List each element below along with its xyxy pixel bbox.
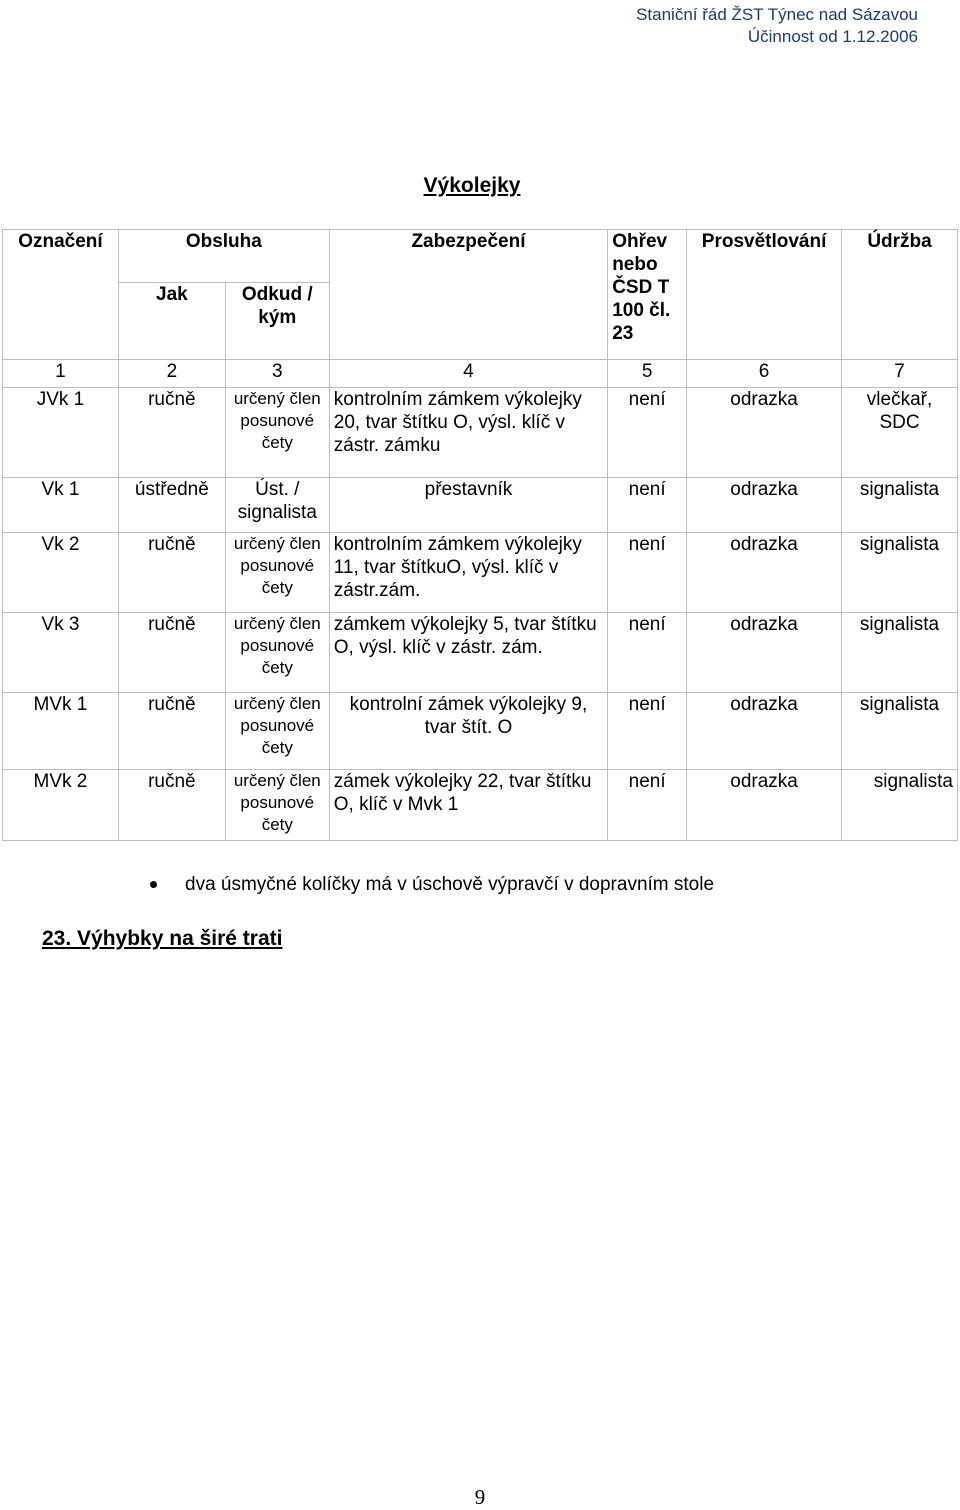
column-number: 5 <box>608 360 687 388</box>
cell-prosvetlovani: odrazka <box>687 478 842 533</box>
cell-oznaceni: MVk 1 <box>3 693 119 770</box>
column-number: 2 <box>119 360 226 388</box>
header-prosvetlovani: Prosvětlování <box>687 230 842 360</box>
column-number: 7 <box>842 360 958 388</box>
cell-prosvetlovani: odrazka <box>687 533 842 613</box>
page-title: Výkolejky <box>423 174 521 197</box>
cell-ohrev: není <box>608 478 687 533</box>
cell-jak: ručně <box>119 770 226 841</box>
cell-zabezpeceni: kontrolním zámkem výkolejky 20, tvar štítku O, výsl. klíč v zástr. zámku <box>330 388 608 478</box>
table-row <box>3 693 958 770</box>
cell-odkud: určený člen posunové čety <box>226 533 330 613</box>
cell-udrzba: signalista <box>842 478 958 533</box>
header-line-1: Staniční řád ŽST Týnec nad Sázavou <box>636 5 918 24</box>
column-number: 4 <box>330 360 608 388</box>
column-number: 1 <box>3 360 119 388</box>
cell-zabezpeceni: přestavník <box>330 478 608 533</box>
cell-udrzba: signalista <box>842 533 958 613</box>
cell-ohrev: není <box>608 388 687 478</box>
cell-odkud: určený člen posunové čety <box>226 770 330 841</box>
vykolejky-table <box>2 229 958 841</box>
cell-jak: ručně <box>119 693 226 770</box>
table-row <box>3 613 958 693</box>
cell-zabezpeceni: zámkem výkolejky 5, tvar štítku O, výsl. klíč v zástr. zám. <box>330 613 608 693</box>
table-row <box>3 478 958 533</box>
page-number: 9 <box>474 1485 486 1509</box>
cell-udrzba: signalista <box>842 770 958 841</box>
note-bullet <box>150 874 714 896</box>
cell-prosvetlovani: odrazka <box>687 693 842 770</box>
cell-oznaceni: Vk 3 <box>3 613 119 693</box>
cell-udrzba: signalista <box>842 613 958 693</box>
header-jak: Jak <box>119 283 226 360</box>
bullet-icon <box>150 881 157 888</box>
page-header <box>636 4 918 48</box>
cell-jak: ručně <box>119 533 226 613</box>
cell-odkud: určený člen posunové čety <box>226 388 330 478</box>
cell-oznaceni: Vk 2 <box>3 533 119 613</box>
cell-oznaceni: JVk 1 <box>3 388 119 478</box>
table-row <box>3 388 958 478</box>
cell-odkud: určený člen posunové čety <box>226 693 330 770</box>
cell-prosvetlovani: odrazka <box>687 388 842 478</box>
header-obsluha: Obsluha <box>119 230 330 283</box>
cell-ohrev: není <box>608 770 687 841</box>
cell-prosvetlovani: odrazka <box>687 613 842 693</box>
cell-ohrev: není <box>608 613 687 693</box>
table-row <box>3 533 958 613</box>
cell-oznaceni: MVk 2 <box>3 770 119 841</box>
cell-jak: ústředně <box>119 478 226 533</box>
cell-zabezpeceni: kontrolním zámkem výkolejky 11, tvar štítkuO, výsl. klíč v zástr.zám. <box>330 533 608 613</box>
column-number: 3 <box>226 360 330 388</box>
section-heading: 23. Výhybky na širé trati <box>42 927 283 950</box>
header-line-2: Účinnost od 1.12.2006 <box>747 27 918 46</box>
header-odkud: Odkud / kým <box>226 283 330 360</box>
cell-oznaceni: Vk 1 <box>3 478 119 533</box>
cell-jak: ručně <box>119 388 226 478</box>
cell-prosvetlovani: odrazka <box>687 770 842 841</box>
cell-ohrev: není <box>608 693 687 770</box>
cell-ohrev: není <box>608 533 687 613</box>
cell-odkud: určený člen posunové čety <box>226 613 330 693</box>
cell-zabezpeceni: zámek výkolejky 22, tvar štítku O, klíč v Mvk 1 <box>330 770 608 841</box>
note-text: dva úsmyčné kolíčky má v úschově výpravčí v dopravním stole <box>185 874 715 895</box>
cell-odkud: Úst. / signalista <box>226 478 330 533</box>
cell-udrzba: signalista <box>842 693 958 770</box>
cell-zabezpeceni: kontrolní zámek výkolejky 9, tvar štít. O <box>330 693 608 770</box>
cell-udrzba: vlečkař, SDC <box>842 388 958 478</box>
table-row <box>3 770 958 841</box>
header-udrzba: Údržba <box>842 230 958 360</box>
cell-jak: ručně <box>119 613 226 693</box>
header-ohrev: Ohřev nebo ČSD T 100 čl. 23 <box>608 230 687 360</box>
header-zabezpeceni: Zabezpečení <box>330 230 608 360</box>
header-oznaceni: Označení <box>3 230 119 360</box>
column-number: 6 <box>687 360 842 388</box>
column-number-row <box>3 360 958 388</box>
